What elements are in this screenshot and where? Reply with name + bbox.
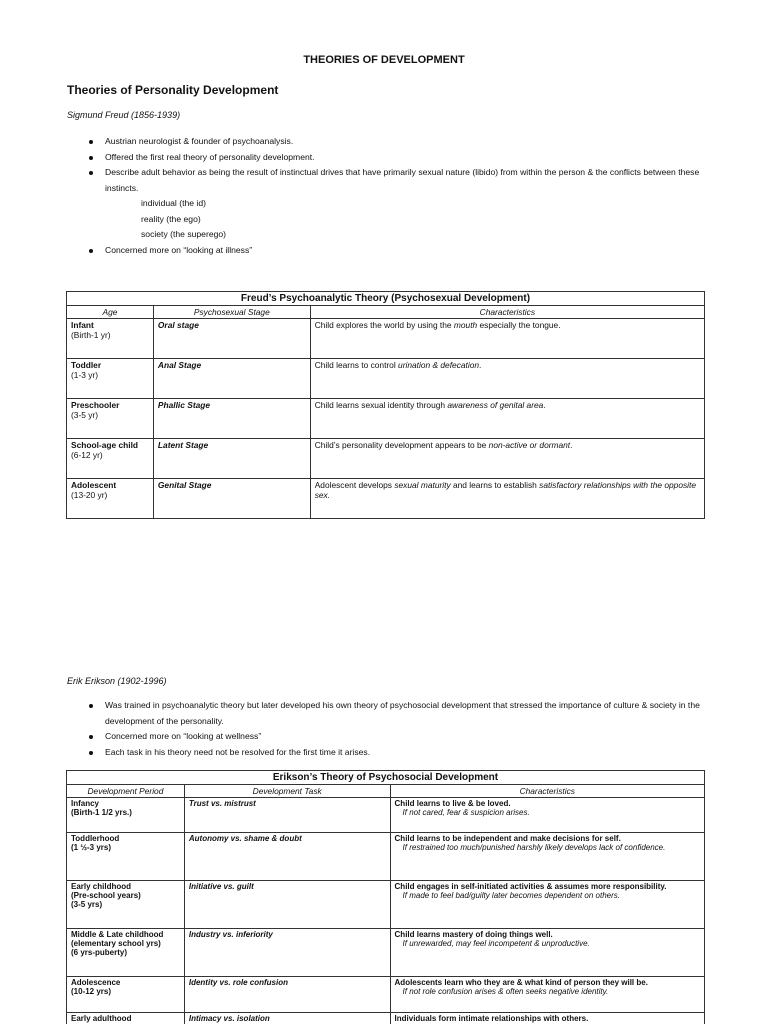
period-label: Early childhood [71, 882, 132, 891]
list-item: Was trained in psychoanalytic theory but later developed his own theory of psychosocial development that stressed the importance of culture & society in the development of the personality. [89, 698, 709, 729]
instinct-id: individual (the id) [141, 198, 206, 208]
stage-label: Latent Stage [153, 439, 310, 479]
stage-label: Genital Stage [153, 479, 310, 519]
period-range: (10-12 yrs) [71, 987, 112, 996]
task-label: Trust vs. mistrust [184, 798, 390, 833]
period-label: Middle & Late childhood [71, 930, 164, 939]
task-label: Identity vs. role confusion [184, 977, 390, 1013]
table-row [67, 929, 705, 977]
erikson-bullet-list [89, 698, 709, 760]
age-range: (Birth-1 yr) [71, 330, 111, 340]
task-label: Industry vs. inferiority [184, 929, 390, 977]
list-item: Concerned more on “looking at wellness” [89, 729, 709, 745]
period-range: (1 ½-3 yrs) [71, 843, 112, 852]
age-range: (3-5 yr) [71, 410, 98, 420]
period-range: (3-5 yrs) [71, 900, 103, 909]
period-range: (Birth-1 1/2 yrs.) [71, 808, 132, 817]
characteristics: Adolescent develops sexual maturity and learns to establish satisfactory relationships with the opposite sex. [310, 479, 704, 519]
period-range: (Pre-school years) [71, 891, 141, 900]
freud-heading: Sigmund Freud (1856-1939) [67, 110, 181, 120]
period-range: (6 yrs-puberty) [71, 948, 128, 957]
bullet-icon [89, 156, 93, 160]
column-header: Characteristics [310, 306, 704, 319]
age-label: Preschooler [71, 400, 120, 410]
age-range: (13-20 yr) [71, 490, 108, 500]
erikson-table [66, 770, 705, 1024]
list-item: Describe adult behavior as being the result of instinctual drives that have primarily sexual nature (libido) from within the person & the conflicts between these instincts. individual (the id) reality (the ego) society (the superego) [89, 165, 709, 243]
characteristics: Child learns to control urination & defecation. [310, 359, 704, 399]
table-row [67, 881, 705, 929]
characteristics: Child learns to be independent and make decisions for self. If restrained too much/punished harshly likely develops lack of confidence. [390, 833, 704, 881]
table-row [67, 833, 705, 881]
period-label: Infancy [71, 799, 100, 808]
list-item: Each task in his theory need not be resolved for the first time it arises. [89, 745, 709, 761]
instinct-superego: society (the superego) [141, 229, 227, 239]
characteristics: Child learns sexual identity through awareness of genital area. [310, 399, 704, 439]
period-range: (elementary school yrs) [71, 939, 161, 948]
stage-label: Oral stage [153, 319, 310, 359]
section-title: Theories of Personality Development [67, 83, 279, 97]
characteristics: Individuals form intimate relationships with others. [390, 1013, 704, 1024]
freud-table-caption: Freud’s Psychoanalytic Theory (Psychosexual Development) [67, 292, 705, 306]
bullet-icon [89, 140, 93, 144]
column-header: Characteristics [390, 785, 704, 798]
table-row [67, 319, 705, 359]
age-label: School-age child [71, 440, 139, 450]
age-range: (1-3 yr) [71, 370, 98, 380]
characteristics: Adolescents learn who they are & what kind of person they will be. If not role confusion arises & often seeks negative identity. [390, 977, 704, 1013]
age-label: Infant [71, 320, 94, 330]
list-item: Concerned more on “looking at illness” [89, 243, 709, 259]
task-label: Autonomy vs. shame & doubt [184, 833, 390, 881]
erikson-table-caption: Erikson’s Theory of Psychosocial Development [67, 771, 705, 785]
period-label: Adolescence [71, 978, 121, 987]
instinct-ego: reality (the ego) [141, 213, 201, 224]
characteristics: Child engages in self-initiated activities & assumes more responsibility. If made to feel bad/guilty later becomes dependent on others. [390, 881, 704, 929]
list-item: Offered the first real theory of personality development. [89, 150, 709, 166]
bullet-icon [89, 249, 93, 253]
table-row [67, 479, 705, 519]
characteristics: Child learns to live & be loved. If not cared, fear & suspicion arises. [390, 798, 704, 833]
bullet-icon [89, 751, 93, 755]
age-range: (6-12 yr) [71, 450, 103, 460]
bullet-icon [89, 171, 93, 175]
stage-label: Anal Stage [153, 359, 310, 399]
table-row [67, 798, 705, 833]
list-item: Austrian neurologist & founder of psychoanalysis. [89, 134, 709, 150]
period-label: Toddlerhood [71, 834, 120, 843]
task-label: Intimacy vs. isolation [184, 1013, 390, 1024]
age-label: Adolescent [71, 480, 117, 490]
characteristics: Child explores the world by using the mouth especially the tongue. [310, 319, 704, 359]
characteristics: Child learns mastery of doing things well. If unrewarded, may feel incompetent & unproductive. [390, 929, 704, 977]
freud-table [66, 291, 705, 519]
bullet-icon [89, 735, 93, 739]
characteristics: Child’s personality development appears to be non-active or dormant. [310, 439, 704, 479]
table-row [67, 359, 705, 399]
age-label: Toddler [71, 360, 102, 370]
column-header: Age [67, 306, 154, 319]
stage-label: Phallic Stage [153, 399, 310, 439]
bullet-icon [89, 704, 93, 708]
task-label: Initiative vs. guilt [184, 881, 390, 929]
table-row [67, 399, 705, 439]
document-title: THEORIES OF DEVELOPMENT [303, 54, 465, 66]
table-row [67, 1013, 705, 1024]
freud-bullet-list [89, 134, 709, 258]
column-header: Psychosexual Stage [153, 306, 310, 319]
table-row [67, 977, 705, 1013]
table-row [67, 439, 705, 479]
period-label: Early adulthood [71, 1014, 132, 1023]
erikson-heading: Erik Erikson (1902-1996) [67, 676, 167, 686]
column-header: Development Task [184, 785, 390, 798]
column-header: Development Period [67, 785, 185, 798]
